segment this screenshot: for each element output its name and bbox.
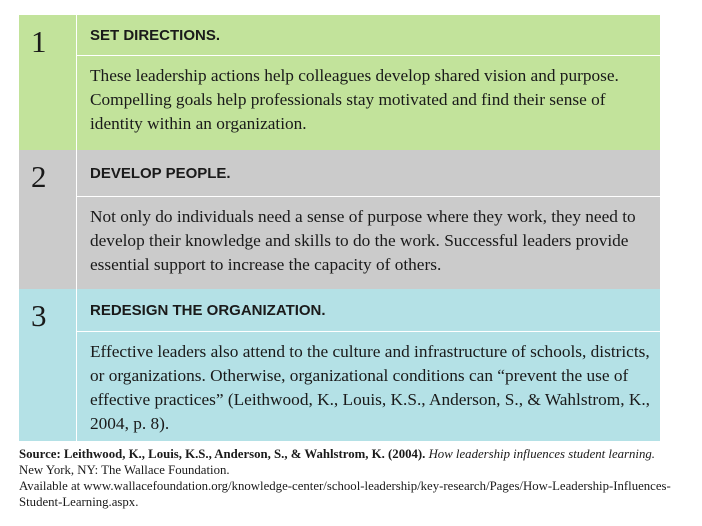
practice-description: These leadership actions help colleagues develop shared vision and purpose. Compelling goals help professionals stay motivated and find their sense of identity within an organization. bbox=[90, 66, 619, 133]
practice-content bbox=[77, 289, 660, 441]
practice-content bbox=[77, 150, 660, 289]
source-title: How leadership influences student learning. bbox=[428, 447, 655, 461]
practice-row-redesign-organization bbox=[19, 289, 660, 441]
leadership-practices-table bbox=[19, 15, 660, 441]
source-availability: Available at www.wallacefoundation.org/knowledge-center/school-leadership/key-research/Pages/How-Leadership-Influences-Student-Learning.aspx. bbox=[19, 479, 671, 509]
practice-content bbox=[77, 15, 660, 150]
practice-row-set-directions bbox=[19, 15, 660, 150]
practice-description: Effective leaders also attend to the culture and infrastructure of schools, districts, or organizations. Otherwise, organizational conditions can “prevent the use of effective practices” (Leithwood, K., Louis, K.S., Anderson, S., & Wahlstrom, K., 2004, p. 8). bbox=[90, 342, 650, 433]
practice-number: 1 bbox=[19, 15, 77, 150]
source-label: Source: Leithwood, K., Louis, K.S., Anderson, S., & Wahlstrom, K. (2004). bbox=[19, 447, 426, 461]
source-publisher: New York, NY: The Wallace Foundation. bbox=[19, 463, 230, 477]
practice-row-develop-people bbox=[19, 150, 660, 289]
practice-heading: REDESIGN THE ORGANIZATION. bbox=[77, 289, 660, 332]
practice-description: Not only do individuals need a sense of purpose where they work, they need to develop their knowledge and skills to do the work. Successful leaders provide essential support to increase the capacity of others. bbox=[90, 207, 636, 274]
source-citation bbox=[19, 446, 679, 510]
practice-heading: DEVELOP PEOPLE. bbox=[77, 150, 660, 197]
practice-number: 2 bbox=[19, 150, 77, 289]
practice-number: 3 bbox=[19, 289, 77, 441]
practice-heading: SET DIRECTIONS. bbox=[77, 15, 660, 56]
